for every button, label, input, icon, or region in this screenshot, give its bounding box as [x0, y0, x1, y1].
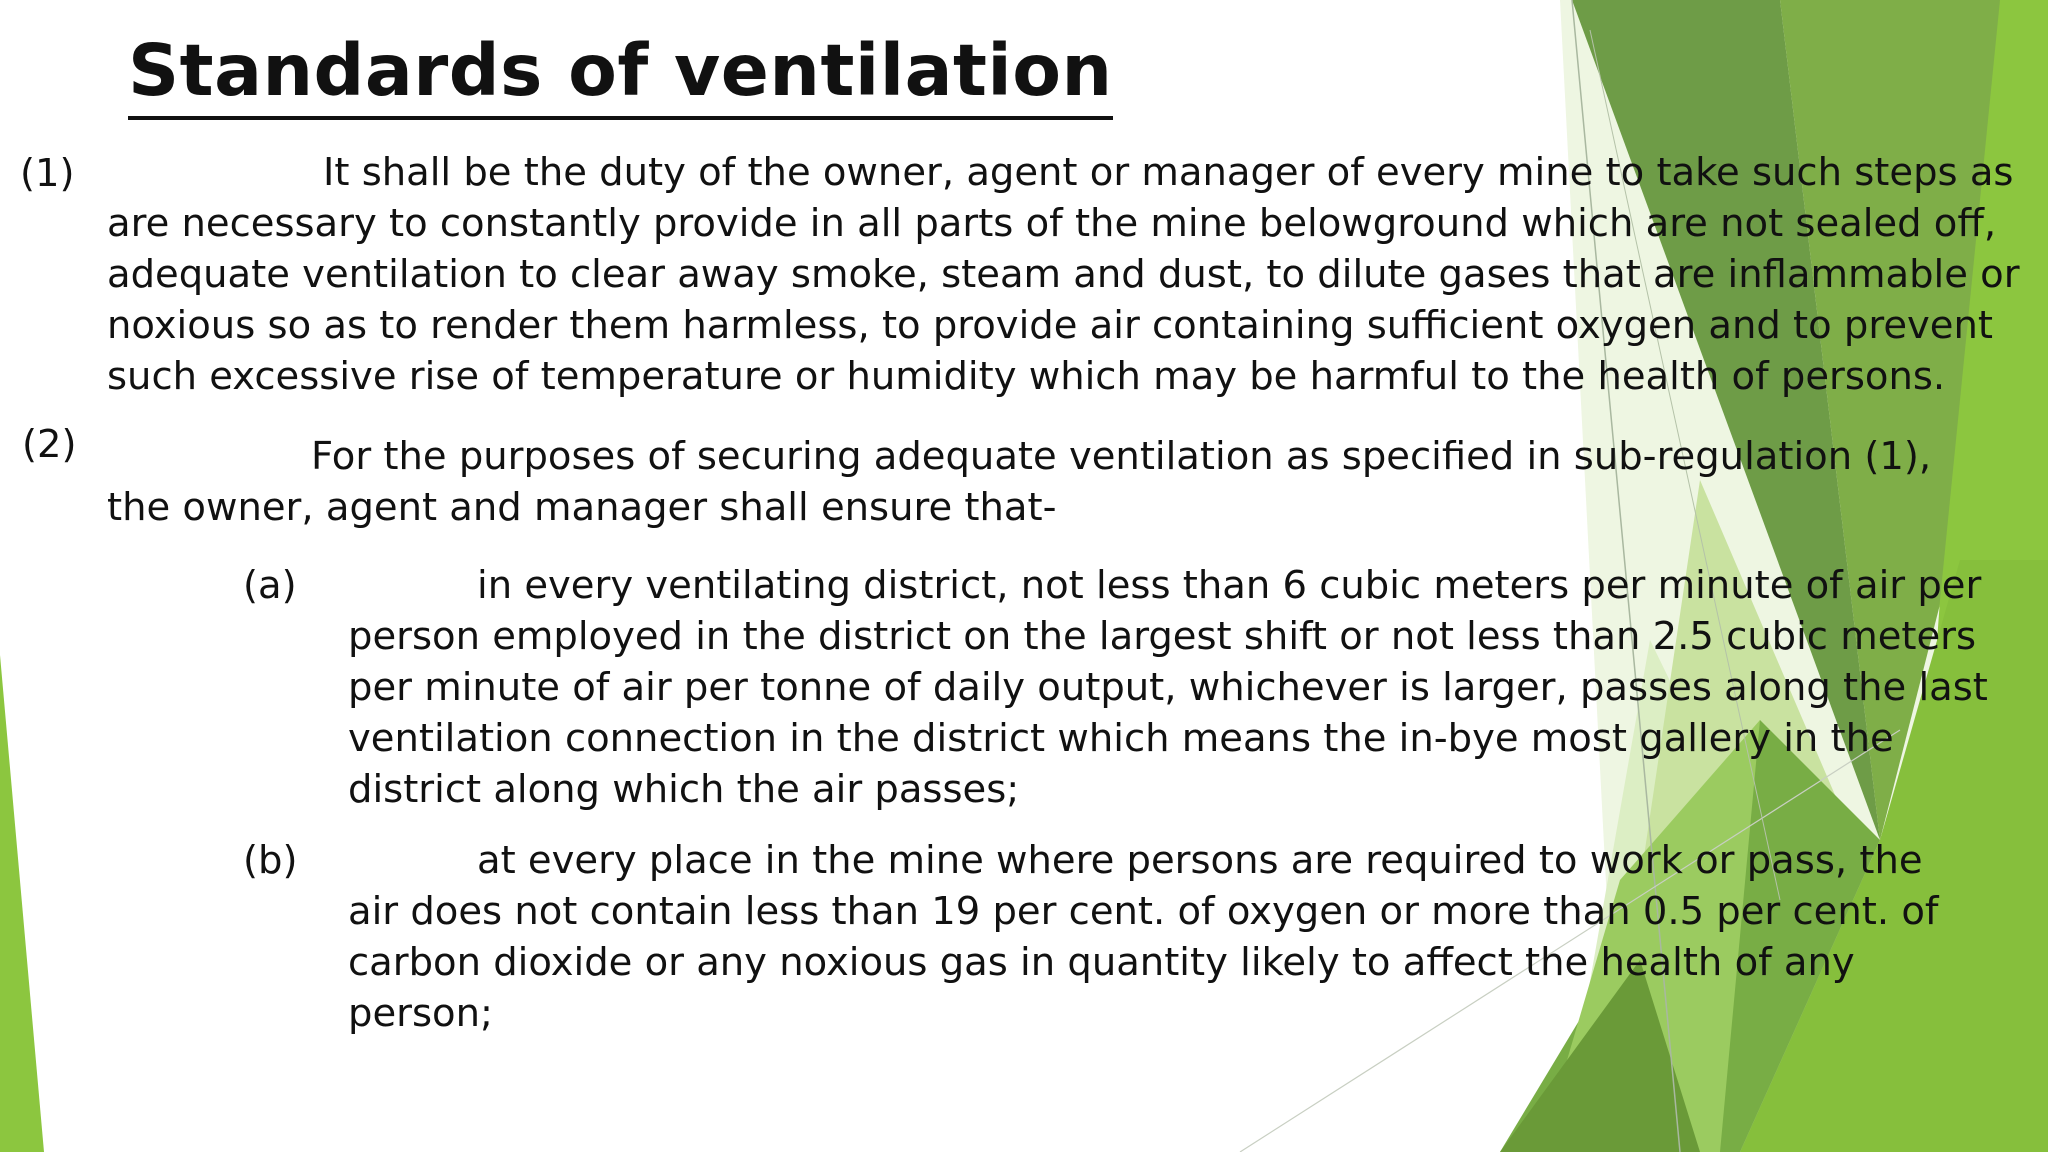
item-b-line-1: at every place in the mine where persons are required to work or pass, the [477, 838, 1923, 883]
para1-line-5: such excessive rise of temperature or humidity which may be harmful to the health of persons. [107, 354, 1946, 399]
item-a-line-3: per minute of air per tonne of daily output, whichever is larger, passes along the last [348, 665, 1988, 710]
item-b-line-4: person; [348, 991, 493, 1036]
para1-line-2: are necessary to constantly provide in all parts of the mine belowground which are not sealed off, [107, 201, 1997, 246]
para2-number: (2) [22, 422, 77, 467]
item-b-line-2: air does not contain less than 19 per cent. of oxygen or more than 0.5 per cent. of [348, 889, 1939, 934]
para2-line-2: the owner, agent and manager shall ensure that- [107, 485, 1057, 530]
para1-line-3: adequate ventilation to clear away smoke, steam and dust, to dilute gases that are inflammable or [107, 252, 2020, 297]
left-green-triangle [0, 655, 44, 1152]
para2-line-1: For the purposes of securing adequate ventilation as specified in sub-regulation (1), [311, 434, 1932, 479]
item-a-line-1: in every ventilating district, not less than 6 cubic meters per minute of air per [477, 563, 1982, 608]
item-a-line-4: ventilation connection in the district which means the in-bye most gallery in the [348, 716, 1894, 761]
para1-line-4: noxious so as to render them harmless, to provide air containing sufficient oxygen and to prevent [107, 303, 1993, 348]
item-a-label: (a) [243, 563, 297, 608]
page-title: Standards of ventilation [128, 26, 1113, 120]
item-b-line-3: carbon dioxide or any noxious gas in quantity likely to affect the health of any [348, 940, 1855, 985]
item-a-line-5: district along which the air passes; [348, 767, 1020, 812]
para1-line-1: It shall be the duty of the owner, agent or manager of every mine to take such steps as [323, 150, 2014, 195]
para1-number: (1) [20, 151, 75, 196]
item-b-label: (b) [243, 838, 298, 883]
item-a-line-2: person employed in the district on the largest shift or not less than 2.5 cubic meters [348, 614, 1977, 659]
